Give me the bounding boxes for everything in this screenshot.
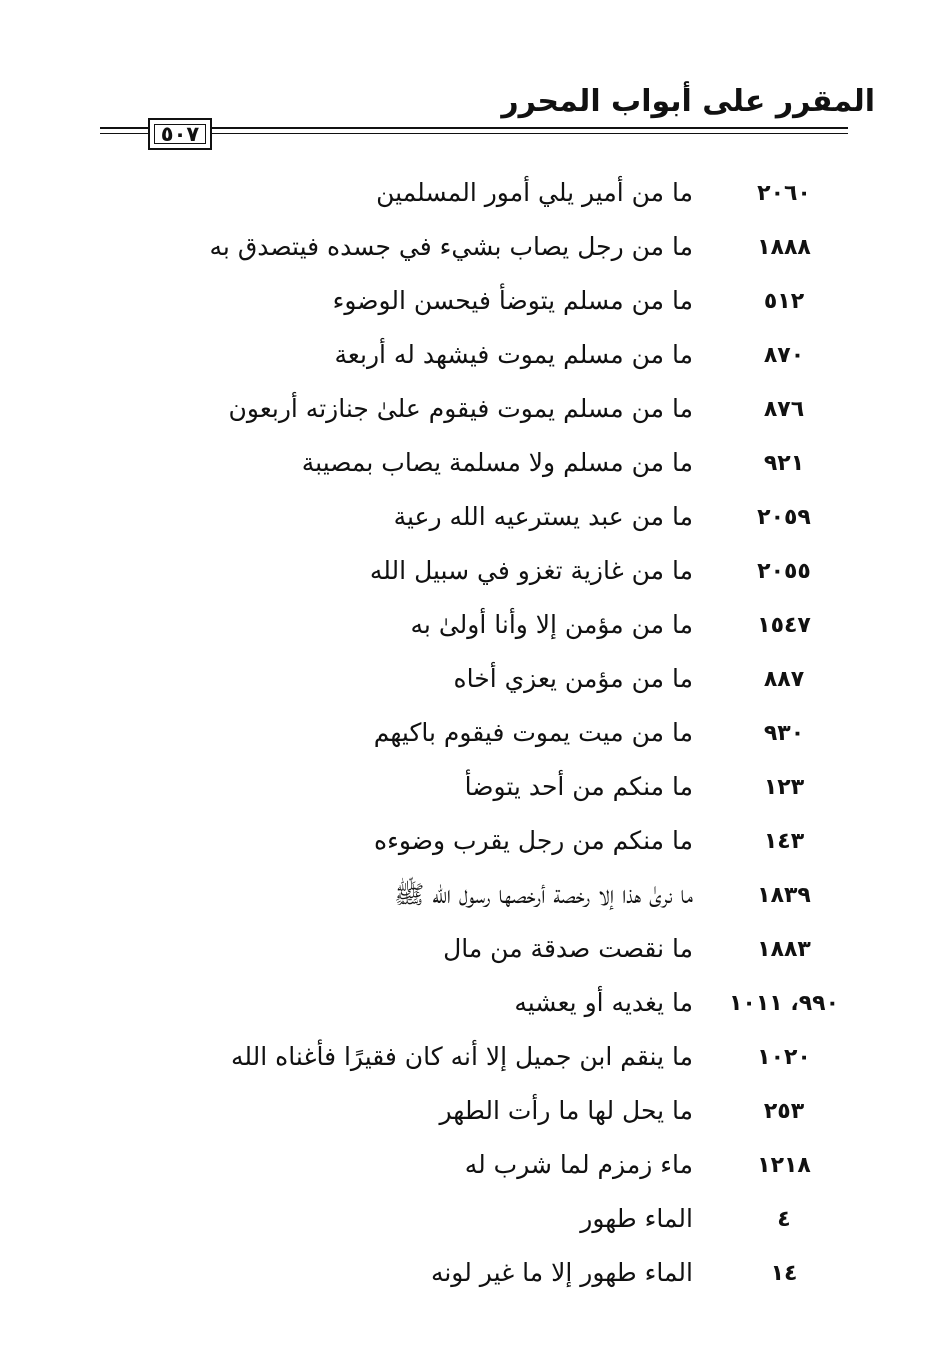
hadith-incipit: ما من مسلم يموت فيشهد له أربعة <box>334 340 693 369</box>
hadith-index-list <box>0 168 943 1302</box>
index-row <box>0 222 943 276</box>
hadith-number: ٤ <box>777 1207 791 1232</box>
index-row <box>0 708 943 762</box>
index-row <box>0 762 943 816</box>
book-title: المقرر على أبواب المحرر <box>501 84 875 119</box>
hadith-number: ١٥٤٧ <box>757 613 811 638</box>
hadith-number: ٥١٢ <box>763 289 805 314</box>
index-row <box>0 816 943 870</box>
hadith-incipit: ما من غازية تغزو في سبيل الله <box>369 556 693 585</box>
hadith-number: ١٨٨٣ <box>757 937 811 962</box>
hadith-incipit: ما منكم من رجل يقرب وضوءه <box>373 826 693 855</box>
hadith-incipit: ما من مؤمن إلا وأنا أولىٰ به <box>410 610 693 639</box>
header-rule <box>100 127 848 129</box>
hadith-number: ٢٠٥٩ <box>757 505 811 530</box>
index-row <box>0 1032 943 1086</box>
page-number: ٥٠٧ <box>148 118 212 150</box>
index-row <box>0 600 943 654</box>
hadith-number: ٩٩٠، ١٠١١ <box>728 991 840 1016</box>
index-row <box>0 168 943 222</box>
hadith-incipit: ماء زمزم لما شرب له <box>464 1150 693 1179</box>
index-row <box>0 1086 943 1140</box>
hadith-number: ١٢١٨ <box>757 1153 811 1178</box>
hadith-number: ١٨٣٩ <box>757 883 811 908</box>
hadith-incipit: ما من ميت يموت فيقوم باكيهم <box>373 718 693 747</box>
hadith-number: ٢٥٣ <box>763 1099 805 1124</box>
hadith-number: ٨٨٧ <box>763 667 805 692</box>
hadith-number: ٢٠٥٥ <box>757 559 811 584</box>
hadith-incipit: ما ينقم ابن جميل إلا أنه كان فقيرًا فأغناه الله <box>230 1042 693 1071</box>
hadith-incipit: ما يحل لها ما رأت الطهر <box>439 1096 693 1125</box>
index-row <box>0 384 943 438</box>
hadith-incipit: ما من عبد يسترعيه الله رعية <box>393 502 693 531</box>
hadith-incipit: ما من أمير يلي أمور المسلمين <box>376 178 693 207</box>
index-row <box>0 1194 943 1248</box>
hadith-incipit: ما من رجل يصاب بشيء في جسده فيتصدق به <box>209 232 693 261</box>
index-row <box>0 546 943 600</box>
hadith-number: ٩٢١ <box>763 451 805 476</box>
hadith-incipit: ما منكم من أحد يتوضأ <box>464 772 693 801</box>
index-row <box>0 492 943 546</box>
hadith-incipit: ما نرىٰ هذا إلا رخصة أرخصها رسول الله ﷺ <box>394 880 693 909</box>
index-row <box>0 330 943 384</box>
index-row <box>0 924 943 978</box>
hadith-incipit: ما من مسلم يتوضأ فيحسن الوضوء <box>332 286 693 315</box>
hadith-incipit: الماء طهور <box>580 1204 693 1233</box>
hadith-number: ٢٠٦٠ <box>757 181 811 206</box>
hadith-number: ١٢٣ <box>763 775 805 800</box>
hadith-number: ٩٣٠ <box>763 721 805 746</box>
hadith-number: ١٤٣ <box>763 829 805 854</box>
index-row <box>0 276 943 330</box>
hadith-number: ٨٧٠ <box>763 343 805 368</box>
hadith-incipit: ما نقصت صدقة من مال <box>443 934 693 963</box>
header-rule-thin <box>100 133 848 134</box>
hadith-number: ١٤ <box>770 1261 798 1286</box>
index-row <box>0 978 943 1032</box>
index-row <box>0 438 943 492</box>
hadith-incipit: الماء طهور إلا ما غير لونه <box>430 1258 693 1287</box>
hadith-incipit: ما من مسلم ولا مسلمة يصاب بمصيبة <box>301 448 693 477</box>
hadith-number: ١٠٢٠ <box>757 1045 811 1070</box>
hadith-incipit: ما من مؤمن يعزي أخاه <box>453 664 693 693</box>
index-row <box>0 654 943 708</box>
index-row <box>0 1248 943 1302</box>
index-row <box>0 1140 943 1194</box>
hadith-incipit: ما من مسلم يموت فيقوم علىٰ جنازته أربعون <box>228 394 693 423</box>
index-row <box>0 870 943 924</box>
hadith-number: ١٨٨٨ <box>757 235 811 260</box>
page-header <box>0 0 943 160</box>
hadith-incipit: ما يغديه أو يعشيه <box>514 988 693 1017</box>
hadith-number: ٨٧٦ <box>763 397 805 422</box>
